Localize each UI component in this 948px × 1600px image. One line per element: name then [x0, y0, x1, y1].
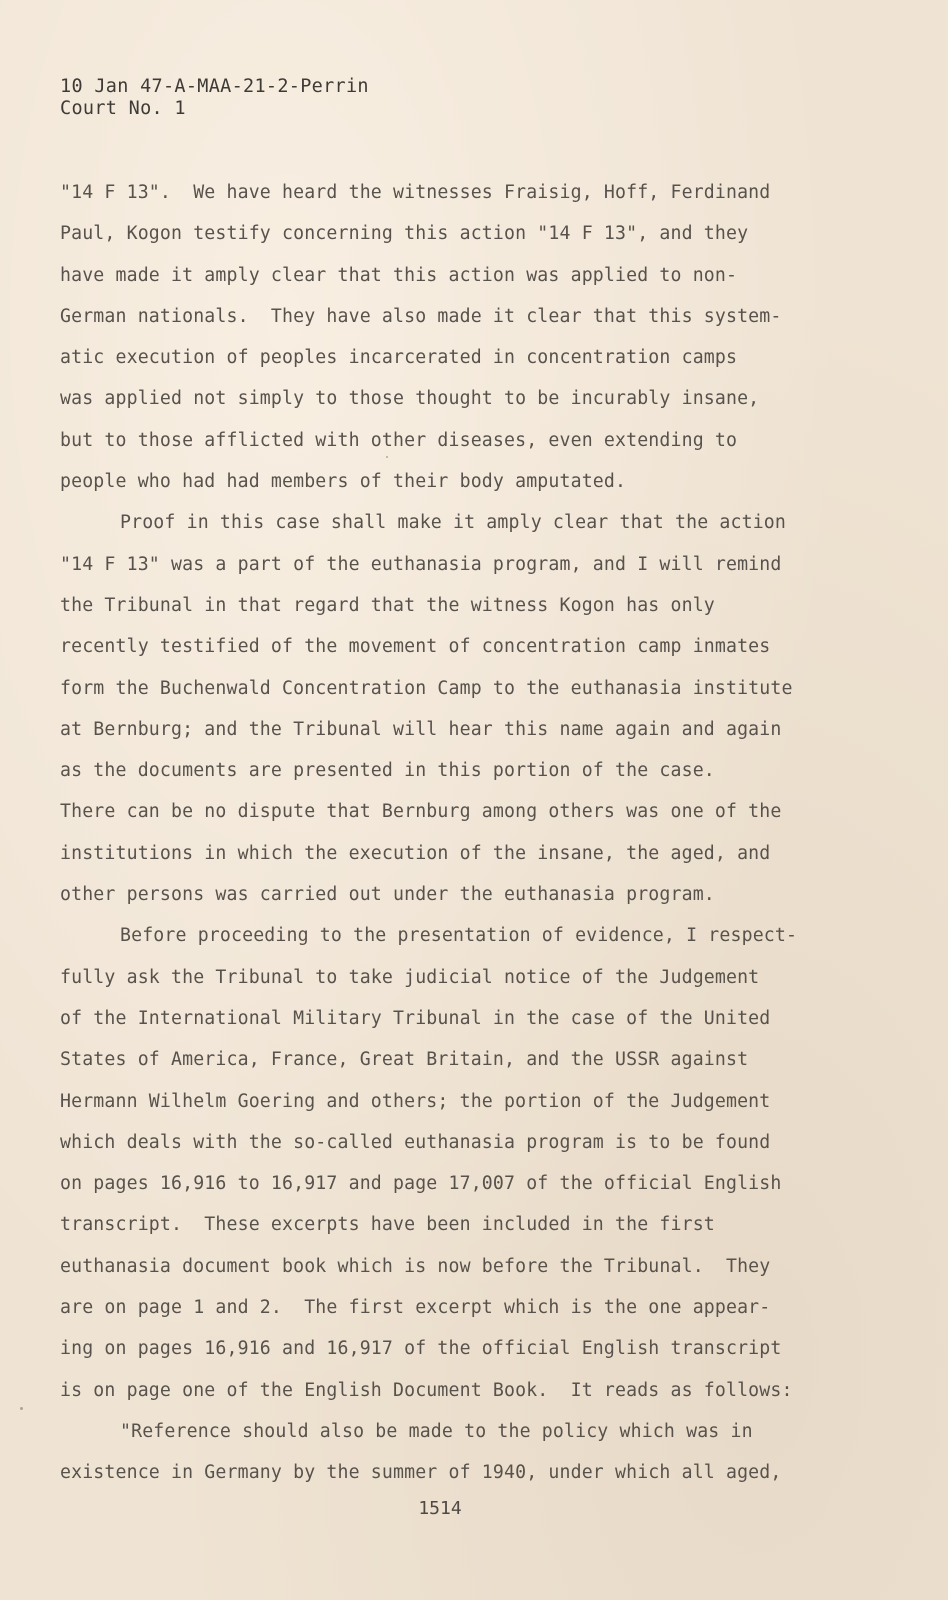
paragraph-1	[60, 172, 920, 502]
text-line: as the documents are presented in this portion of the case.	[60, 760, 715, 782]
text-line: fully ask the Tribunal to take judicial notice of the Judgement	[60, 966, 760, 988]
header-reference-line: 10 Jan 47-A-MAA-21-2-Perrin	[60, 76, 369, 97]
text-line: was applied not simply to those thought to be incurably insane,	[60, 388, 760, 410]
text-line: Paul, Kogon testify concerning this action "14 F 13", and they	[60, 223, 749, 245]
text-line: people who had had members of their body amputated.	[60, 471, 627, 493]
document-header	[60, 76, 369, 120]
paper-speck	[386, 456, 388, 458]
text-line: atic execution of peoples incarcerated in concentration camps	[60, 347, 738, 369]
text-line: but to those afflicted with other diseases, even extending to	[60, 429, 738, 451]
header-court-line: Court No. 1	[60, 98, 186, 119]
text-line: euthanasia document book which is now before the Tribunal. They	[60, 1255, 771, 1277]
text-line: institutions in which the execution of the insane, the aged, and	[60, 842, 771, 864]
text-line: other persons was carried out under the euthanasia program.	[60, 884, 715, 906]
text-line: Proof in this case shall make it amply clear that the action	[120, 512, 786, 534]
text-line: Before proceeding to the presentation of evidence, I respect-	[120, 925, 798, 947]
text-line: "14 F 13" was a part of the euthanasia program, and I will remind	[60, 553, 782, 575]
paragraph-2	[60, 502, 920, 915]
text-line: at Bernburg; and the Tribunal will hear this name again and again	[60, 718, 782, 740]
paper-speck	[20, 1407, 23, 1410]
text-line: which deals with the so-called euthanasia program is to be found	[60, 1131, 771, 1153]
text-line: form the Buchenwald Concentration Camp to the euthanasia institute	[60, 677, 793, 699]
page-number: 1514	[418, 1498, 462, 1519]
text-line: ing on pages 16,916 and 16,917 of the official English transcript	[60, 1338, 782, 1360]
text-line: "14 F 13". We have heard the witnesses Fraisig, Hoff, Ferdinand	[60, 182, 771, 203]
text-line: on pages 16,916 to 16,917 and page 17,007 of the official English	[60, 1173, 782, 1195]
quotation-paragraph	[60, 1411, 920, 1494]
text-line: the Tribunal in that regard that the witness Kogon has only	[60, 594, 715, 616]
text-line: German nationals. They have also made it clear that this system-	[60, 305, 782, 327]
text-line: existence in Germany by the summer of 1940, under which all aged,	[60, 1462, 782, 1484]
paragraph-3	[60, 915, 920, 1411]
text-line: is on page one of the English Document Book. It reads as follows:	[60, 1379, 793, 1401]
text-line: of the International Military Tribunal in the case of the United	[60, 1007, 771, 1029]
document-body	[60, 172, 920, 1494]
text-line: "Reference should also be made to the policy which was in	[120, 1420, 753, 1442]
text-line: Hermann Wilhelm Goering and others; the portion of the Judgement	[60, 1090, 771, 1112]
text-line: recently testified of the movement of concentration camp inmates	[60, 636, 771, 658]
text-line: There can be no dispute that Bernburg among others was one of the	[60, 801, 782, 823]
text-line: are on page 1 and 2. The first excerpt which is the one appear-	[60, 1297, 771, 1319]
text-line: transcript. These excerpts have been included in the first	[60, 1214, 715, 1236]
text-line: States of America, France, Great Britain, and the USSR against	[60, 1049, 749, 1071]
text-line: have made it amply clear that this action was applied to non-	[60, 264, 738, 286]
